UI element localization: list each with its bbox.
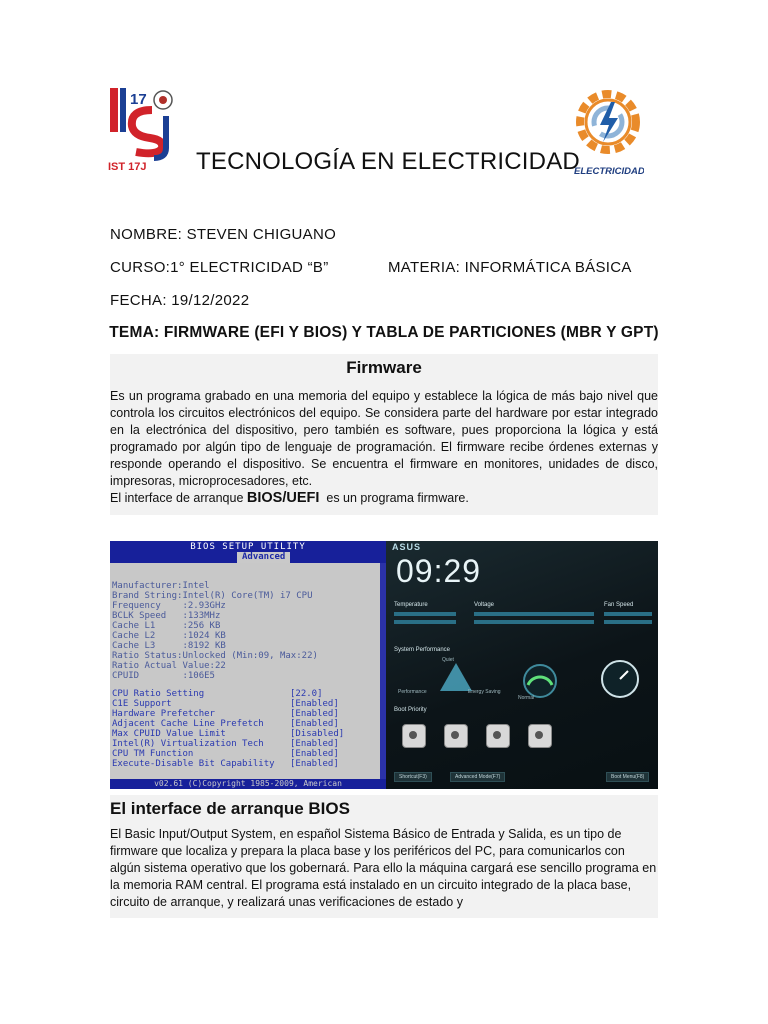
uefi-temp-bar <box>394 612 456 616</box>
date: FECHA: 19/12/2022 <box>110 292 250 309</box>
bios-option-value[interactable]: [22.0] <box>290 689 323 699</box>
bios-info-row: Manufacturer:Intel <box>112 581 210 591</box>
firmware-body: Es un programa grabado en una memoria del equipo y establece la lógica de más bajo nivel que controla los circuitos electrónicos del equipo. Se considera parte del hardware por estar integrado en la electrónica del dispositivo, pero también es software, pues proporciona la lógica y está programado por algún tipo de lenguaje de programación. El firmware recibe órdenes externas y responde operando el dispositivo. Se encuentra el firmware en monitores, unidades de disco, impresoras, microprocesadores, etc. <box>110 389 658 488</box>
uefi-screenshot <box>386 541 658 789</box>
boot-disk-icon[interactable] <box>486 724 510 748</box>
subject: MATERIA: INFORMÁTICA BÁSICA <box>388 259 632 276</box>
perf-normal: Normal <box>518 695 535 701</box>
logo-electricidad-text: ELECTRICIDAD <box>574 166 644 177</box>
uefi-fan-bar <box>604 612 652 616</box>
bios-option-label[interactable]: Intel(R) Virtualization Tech <box>112 739 264 749</box>
course: CURSO:1° ELECTRICIDAD “B” <box>110 259 329 276</box>
gear-lightning-logo <box>572 84 644 180</box>
uefi-temperature-label: Temperature <box>394 602 428 608</box>
bios-info-row: Frequency :2.93GHz <box>112 601 226 611</box>
bios-info-row: BCLK Speed :133MHz <box>112 611 221 621</box>
bios-footer: v02.61 (C)Copyright 1985-2009, American <box>110 779 386 789</box>
boot-menu-button[interactable]: Boot Menu(F8) <box>606 772 649 782</box>
bios-option-value[interactable]: [Enabled] <box>290 739 339 749</box>
bios-paragraph: El Basic Input/Output System, en español Sistema Básico de Entrada y Salida, es un tipo de firmware que localiza y prepara la placa base y los periféricos del PC, para comunicarlos con algún sistema operativo que los gobernará. Para ello la máquina cargará ese sencillo programa en la memoria RAM central. El programa está instalado en un circuito integrado de la placa base, circuito de arranque, y realizará unas verificaciones de estado y <box>110 827 657 909</box>
boot-disk-icon[interactable] <box>444 724 468 748</box>
institute-logo <box>108 86 182 172</box>
uefi-boot-priority-label: Boot Priority <box>394 707 427 713</box>
bios-title: BIOS SETUP UTILITY <box>190 542 306 552</box>
boot-disk-icon[interactable] <box>402 724 426 748</box>
perf-quiet: Quiet <box>442 657 454 663</box>
uefi-volt-bar <box>474 612 594 616</box>
firmware-heading: Firmware <box>346 358 422 377</box>
uefi-clock: 09:29 <box>396 553 482 589</box>
advanced-mode-button[interactable]: Advanced Mode(F7) <box>450 772 505 782</box>
asus-brand: ASUS <box>392 542 422 552</box>
uefi-temp-bar <box>394 620 456 624</box>
bios-heading: El interface de arranque BIOS <box>110 799 350 818</box>
firmware-last-prefix: El interface de arranque <box>110 491 244 505</box>
bios-option-value[interactable]: [Disabled] <box>290 729 345 739</box>
logo-number: 17 <box>130 91 147 108</box>
uefi-fan-label: Fan Speed <box>604 602 634 608</box>
uefi-performance-label: System Performance <box>394 647 451 653</box>
shortcut-button[interactable]: Shortcut(F3) <box>394 772 432 782</box>
bios-option-label[interactable]: Adjacent Cache Line Prefetch <box>112 719 264 729</box>
bios-info-row: Ratio Status:Unlocked (Min:09, Max:22) <box>112 651 318 661</box>
bios-option-label[interactable]: Max CPUID Value Limit <box>112 729 226 739</box>
bios-option-label[interactable]: C1E Support <box>112 699 172 709</box>
bios-info-row: Brand String:Intel(R) Core(TM) i7 CPU <box>112 591 313 601</box>
perf-energy: Energy Saving <box>468 689 501 695</box>
bios-option-label[interactable]: Hardware Prefetcher <box>112 709 215 719</box>
bios-option-label[interactable]: CPU TM Function <box>112 749 194 759</box>
bios-info-row: CPUID :106E5 <box>112 671 215 681</box>
logo-caption: IST 17J <box>108 161 147 172</box>
bios-setup-screenshot <box>110 541 386 789</box>
bios-tab-advanced: Advanced <box>237 552 290 563</box>
firmware-section <box>110 354 658 515</box>
bios-info-row: Ratio Actual Value:22 <box>112 661 226 671</box>
bios-option-value[interactable]: [Enabled] <box>290 749 339 759</box>
bios-option-value[interactable]: [Enabled] <box>290 719 339 729</box>
firmware-bios-uefi: BIOS/UEFI <box>246 490 320 506</box>
bios-info-row: Cache L2 :1024 KB <box>112 631 226 641</box>
bios-info-row: Cache L1 :256 KB <box>112 621 221 631</box>
bios-option-value[interactable]: [Enabled] <box>290 759 339 769</box>
firmware-paragraph <box>110 388 658 507</box>
perf-performance: Performance <box>398 689 427 695</box>
boot-disk-icon[interactable] <box>528 724 552 748</box>
bios-option-value[interactable]: [Enabled] <box>290 699 339 709</box>
uefi-fan-bar <box>604 620 652 624</box>
firmware-last-suffix: es un programa firmware. <box>326 491 469 505</box>
page-title: TECNOLOGÍA EN ELECTRICIDAD <box>196 148 580 175</box>
student-name: NOMBRE: STEVEN CHIGUANO <box>110 226 337 243</box>
uefi-volt-bar <box>474 620 594 624</box>
bios-section <box>110 795 658 918</box>
bios-option-label[interactable]: Execute-Disable Bit Capability <box>112 759 275 769</box>
topic-title: TEMA: FIRMWARE (EFI Y BIOS) Y TABLA DE PARTICIONES (MBR Y GPT) <box>109 324 659 341</box>
bios-option-value[interactable]: [Enabled] <box>290 709 339 719</box>
uefi-voltage-label: Voltage <box>474 602 495 608</box>
bios-info-row: Cache L3 :8192 KB <box>112 641 226 651</box>
bios-option-label[interactable]: CPU Ratio Setting <box>112 689 205 699</box>
